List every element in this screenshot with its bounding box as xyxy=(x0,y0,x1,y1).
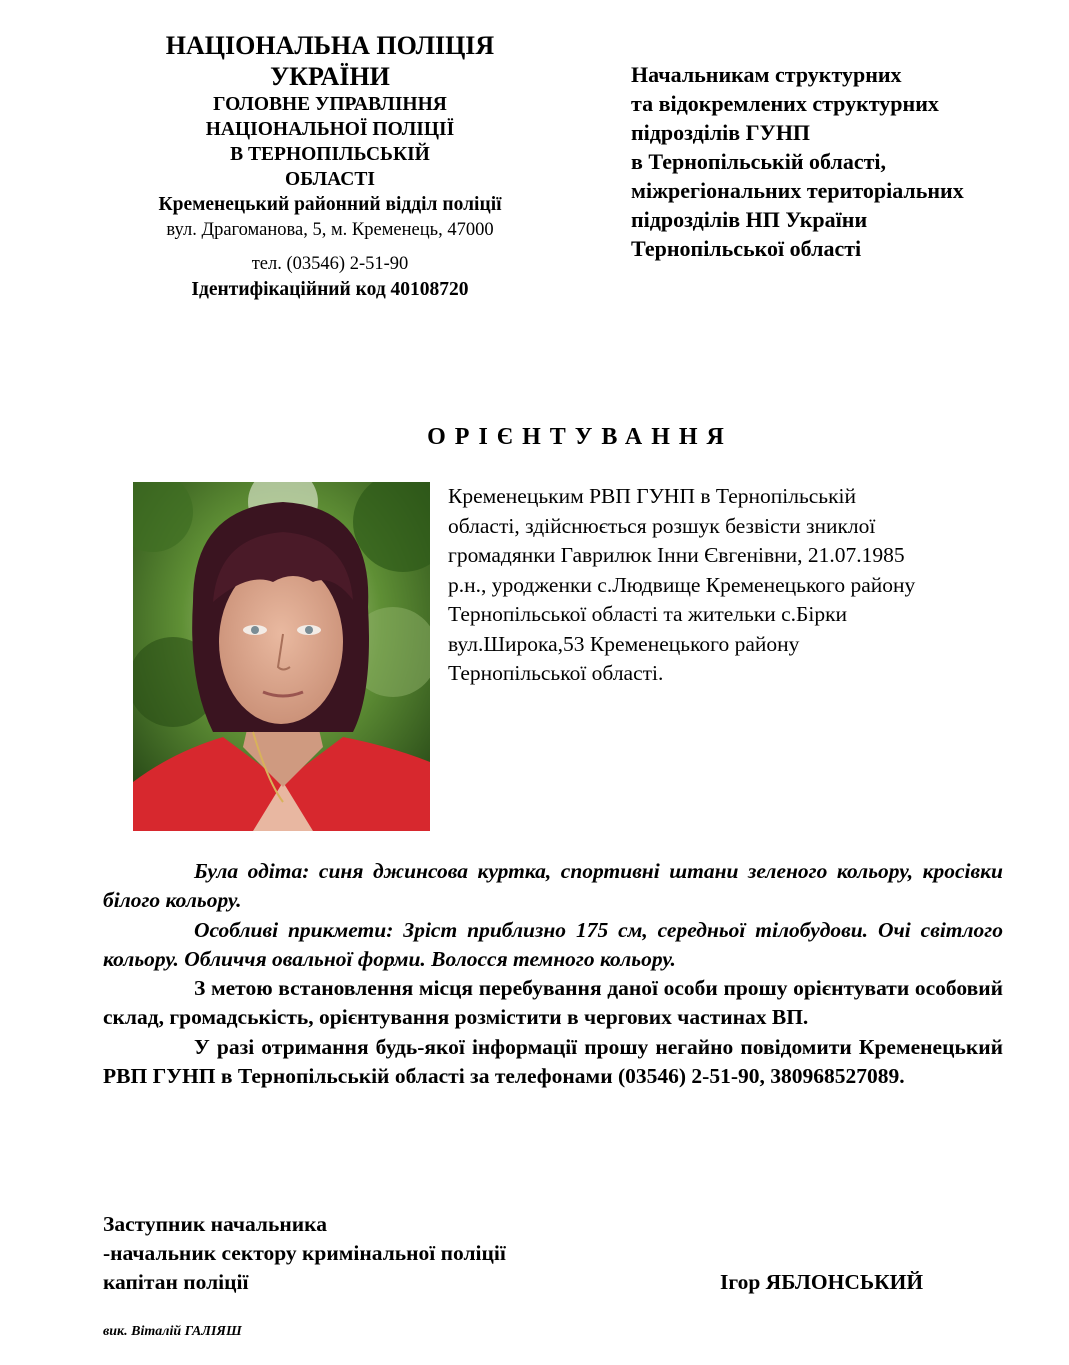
signer-name: Ігор ЯБЛОНСЬКИЙ xyxy=(720,1270,924,1294)
addressee-line: в Тернопільській області, xyxy=(631,149,886,174)
document-title: ОРІЄНТУВАННЯ xyxy=(427,424,733,450)
request-paragraph: З метою встановлення місця перебування даної особи прошу орієнтувати особовий склад, громадськість, орієнтування розмістити в чергових частинах ВП. xyxy=(103,976,1003,1030)
addressee-line: Начальникам структурних xyxy=(631,62,902,87)
dept-line4: ОБЛАСТІ xyxy=(285,169,375,190)
missing-person-photo xyxy=(133,482,430,831)
org-name-line1: НАЦІОНАЛЬНА ПОЛІЦІЯ xyxy=(165,31,495,60)
signer-rank: капітан поліції xyxy=(103,1270,249,1294)
description-body xyxy=(103,857,1003,1091)
executor-note: вик. Віталій ГАЛІЯШ xyxy=(103,1324,242,1339)
signer-position-line1: Заступник начальника xyxy=(103,1212,327,1236)
intro-line: Тернопільської області та жительки с.Бірки xyxy=(448,602,848,626)
intro-line: громадянки Гаврилюк Інни Євгенівни, 21.07.1985 xyxy=(448,543,905,567)
intro-line: Тернопільської області. xyxy=(448,661,664,685)
address: вул. Драгоманова, 5, м. Кременець, 47000 xyxy=(166,220,494,240)
addressee-block xyxy=(631,60,1061,263)
addressee-line: та відокремлених структурних xyxy=(631,91,939,116)
intro-line: р.н., уродженки с.Людвище Кременецького району xyxy=(448,572,916,597)
addressee-line: Тернопільської області xyxy=(631,236,862,261)
addressee-line: міжрегіональних територіальних xyxy=(631,178,964,203)
dept-line2: НАЦІОНАЛЬНОЇ ПОЛІЦІЇ xyxy=(205,119,455,140)
organization-header xyxy=(110,30,550,302)
clothing-paragraph: Була одіта: синя джинсова куртка, спортивні штани зеленого кольору, кросівки білого кольору. xyxy=(103,859,1003,913)
intro-line: області, здійснюється розшук безвісти зниклої xyxy=(448,513,876,538)
org-name-line2: УКРАЇНИ xyxy=(270,62,390,91)
phone: тел. (03546) 2-51-90 xyxy=(251,254,409,274)
dept-line1: ГОЛОВНЕ УПРАВЛІННЯ xyxy=(213,94,447,115)
intro-paragraph xyxy=(448,482,1028,689)
signer-position-line2: -начальник сектору кримінальної поліції xyxy=(103,1241,506,1265)
intro-line: вул.Широка,53 Кременецького району xyxy=(448,631,800,656)
dept-line3: В ТЕРНОПІЛЬСЬКІЙ xyxy=(230,144,430,165)
contact-paragraph: У разі отримання будь-якої інформації прошу негайно повідомити Кременецький РВП ГУНП в Тернопільській області за телефонами (03546) 2-51-90, 380968527089. xyxy=(103,1034,1003,1089)
unit-name: Кременецький районний відділ поліції xyxy=(158,194,502,215)
addressee-line: підрозділів НП України xyxy=(631,207,868,232)
id-code: Ідентифікаційний код 40108720 xyxy=(191,279,469,300)
intro-line: Кременецьким РВП ГУНП в Тернопільській xyxy=(448,484,857,508)
features-paragraph: Особливі прикмети: Зріст приблизно 175 см, середньої тілобудови. Очі світлого кольору. Обличчя овальної форми. Волосся темного кольору. xyxy=(103,917,1003,971)
addressee-line: підрозділів ГУНП xyxy=(631,120,811,145)
